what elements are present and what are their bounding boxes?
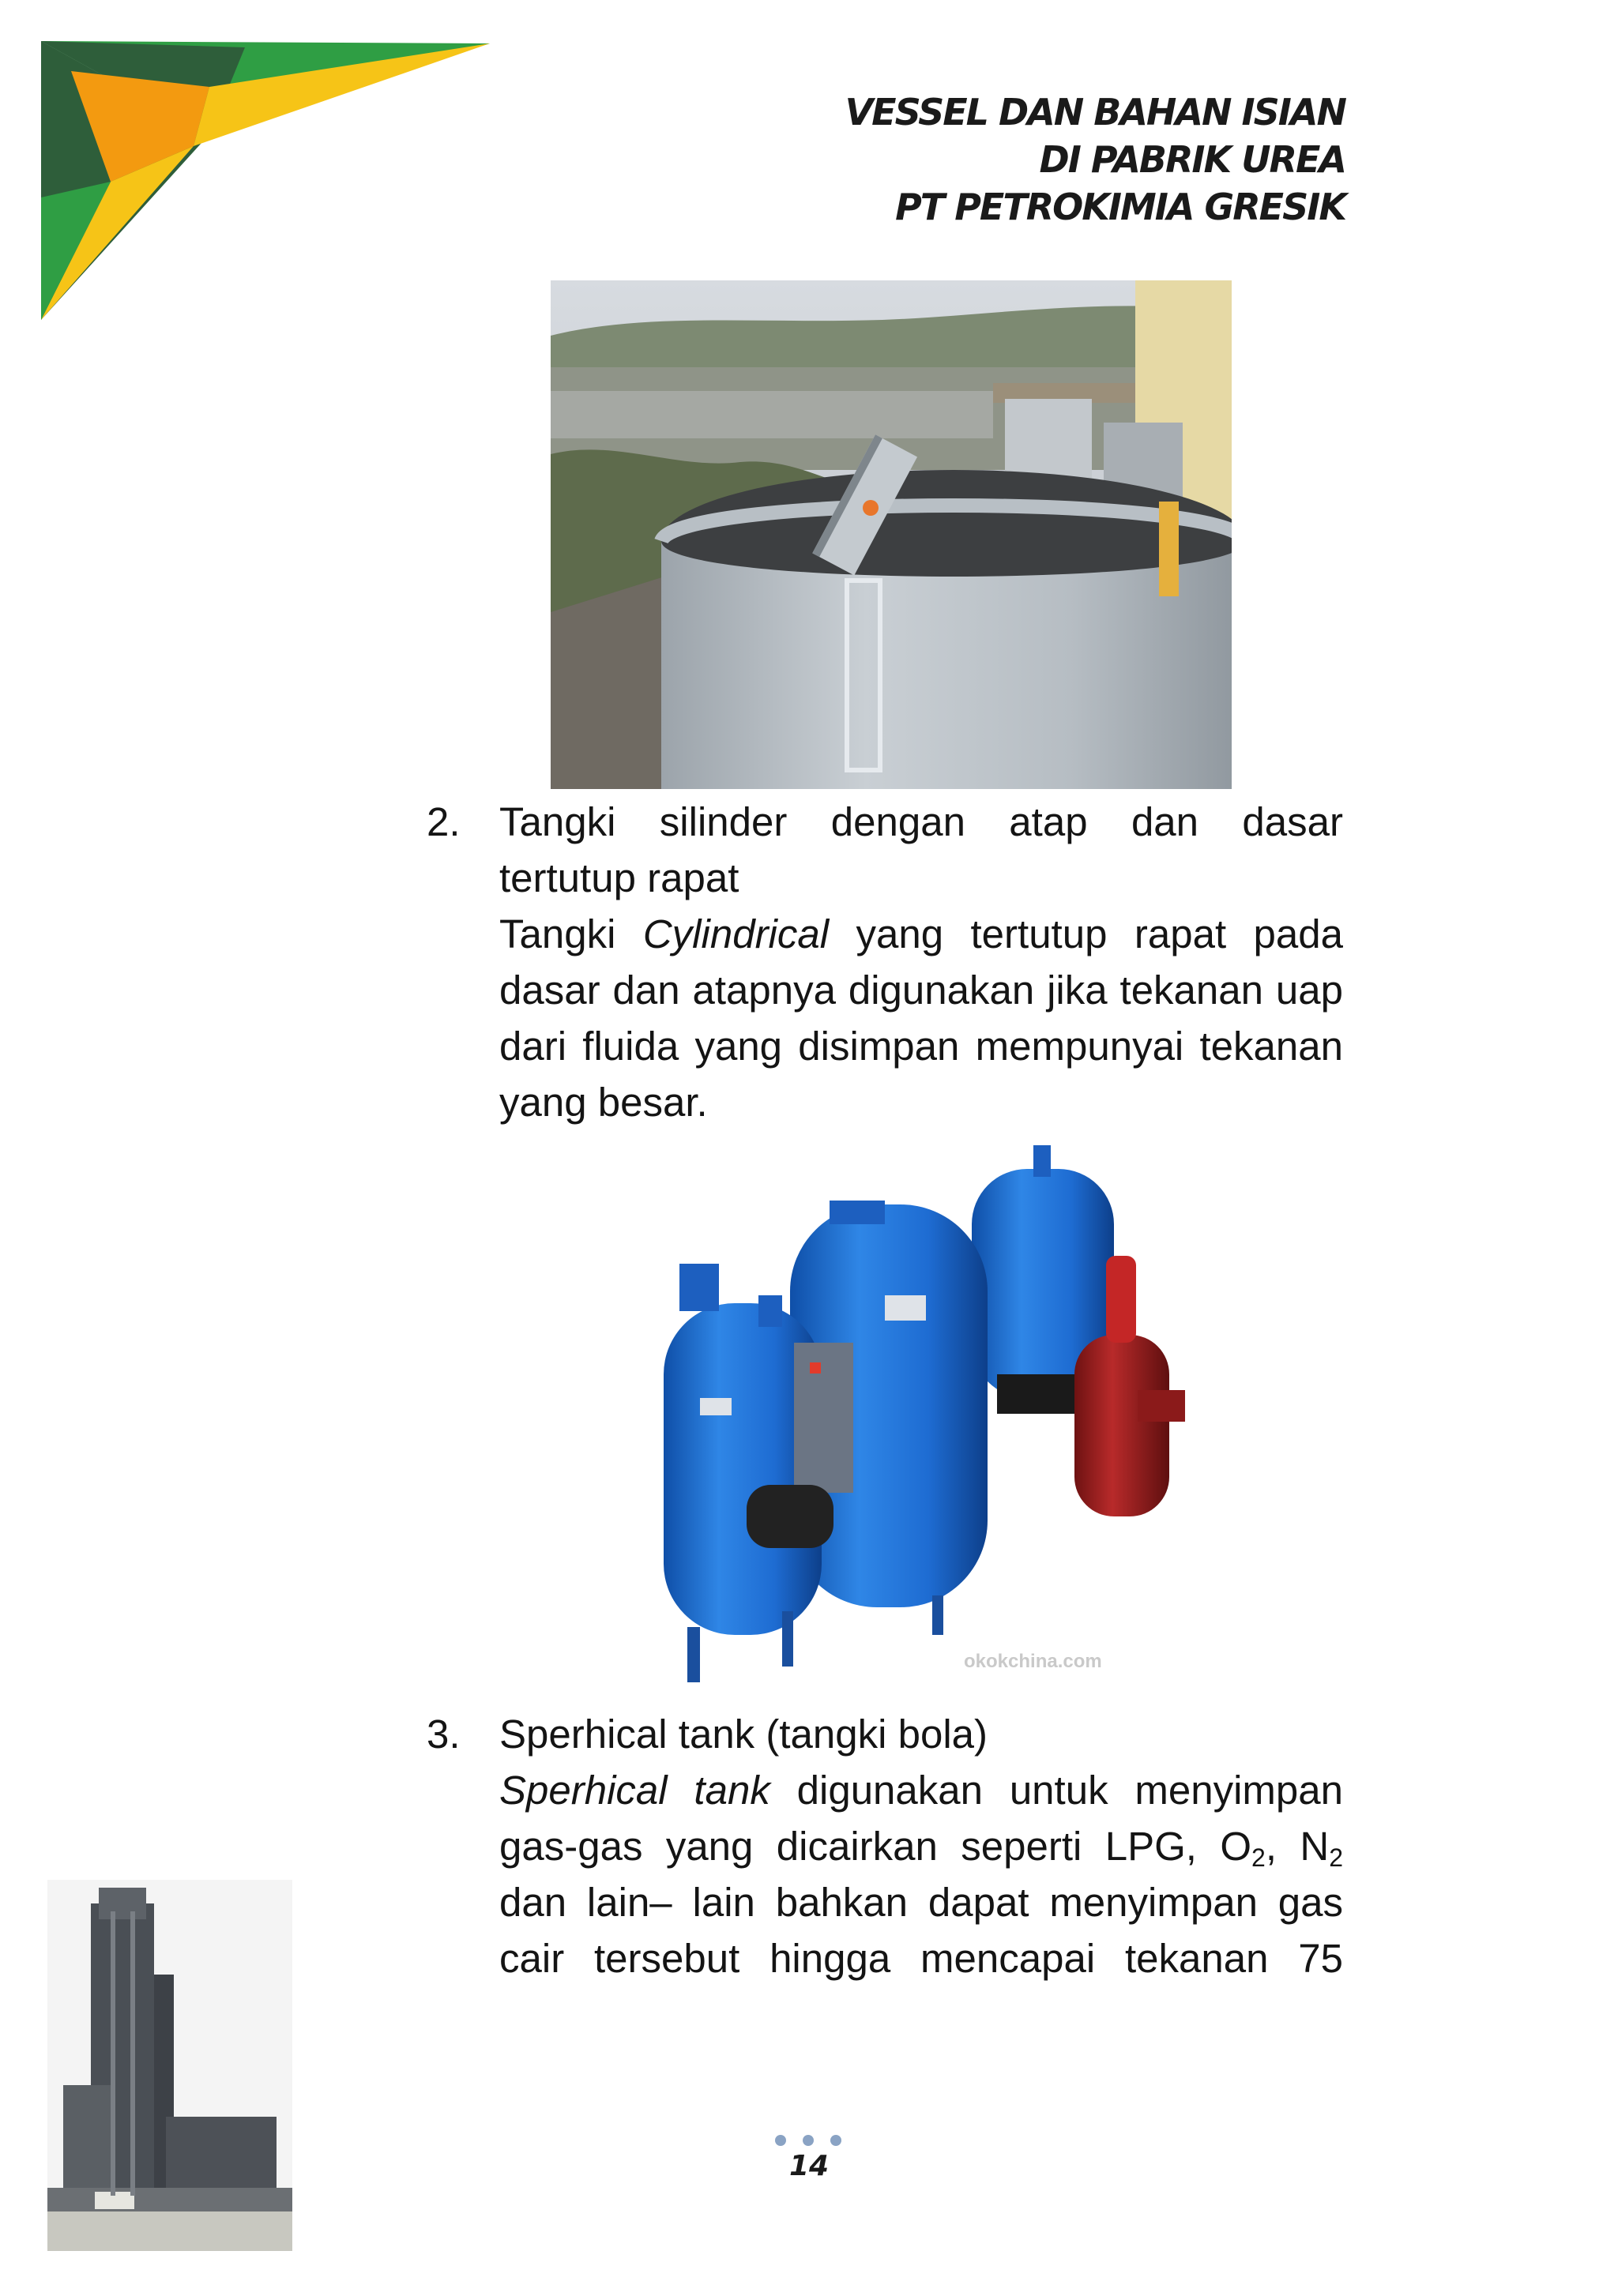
item-heading-line: tertutup rapat xyxy=(499,855,739,900)
item-number: 2. xyxy=(427,799,461,844)
para-italic-term: Cylindrical xyxy=(642,911,830,956)
item-heading-line: Tangki silinder dengan atap dan dasar xyxy=(499,799,1343,844)
page-dots xyxy=(773,2133,844,2148)
urea-plant-tower-photo xyxy=(47,1880,292,2251)
open-cylindrical-tank-photo xyxy=(551,280,1232,789)
item-paragraph xyxy=(499,1762,1343,1986)
title-line-2: DI PABRIK UREA xyxy=(1039,138,1345,181)
list-item-3 xyxy=(427,1706,1343,1986)
item-number: 3. xyxy=(427,1712,461,1757)
photo-watermark: okokchina.com xyxy=(964,1651,1102,1672)
list-item-2 xyxy=(427,794,1343,1130)
para-text: , N xyxy=(1265,1824,1330,1869)
title-line-1: VESSEL DAN BAHAN ISIAN xyxy=(845,91,1345,133)
corner-logo xyxy=(0,0,506,332)
subscript: 2 xyxy=(1251,1843,1266,1872)
para-italic-term: Sperhical tank xyxy=(499,1768,770,1813)
para-text: Tangki xyxy=(499,911,643,956)
para-text: dan lain– lain bahkan dapat menyimpan gas cair tersebut hingga mencapai tekanan 75 xyxy=(499,1880,1343,1981)
subscript: 2 xyxy=(1329,1843,1343,1872)
item-paragraph xyxy=(499,906,1343,1130)
item-heading-line: Sperhical tank (tangki bola) xyxy=(499,1712,988,1757)
para-text: yang tertutup rapat pada dasar dan atapnya digunakan jika tekanan uap dari fluida yang disimpan mempunyai tekanan yang besar. xyxy=(499,911,1343,1125)
para-text: digunakan untuk menyimpan gas-gas yang dicairkan seperti LPG, O xyxy=(499,1768,1344,1869)
page-number: 14 xyxy=(788,2150,830,2182)
document-title xyxy=(634,88,1345,231)
title-line-3: PT PETROKIMIA GRESIK xyxy=(895,186,1345,228)
closed-cylindrical-tanks-photo xyxy=(632,1137,1209,1694)
